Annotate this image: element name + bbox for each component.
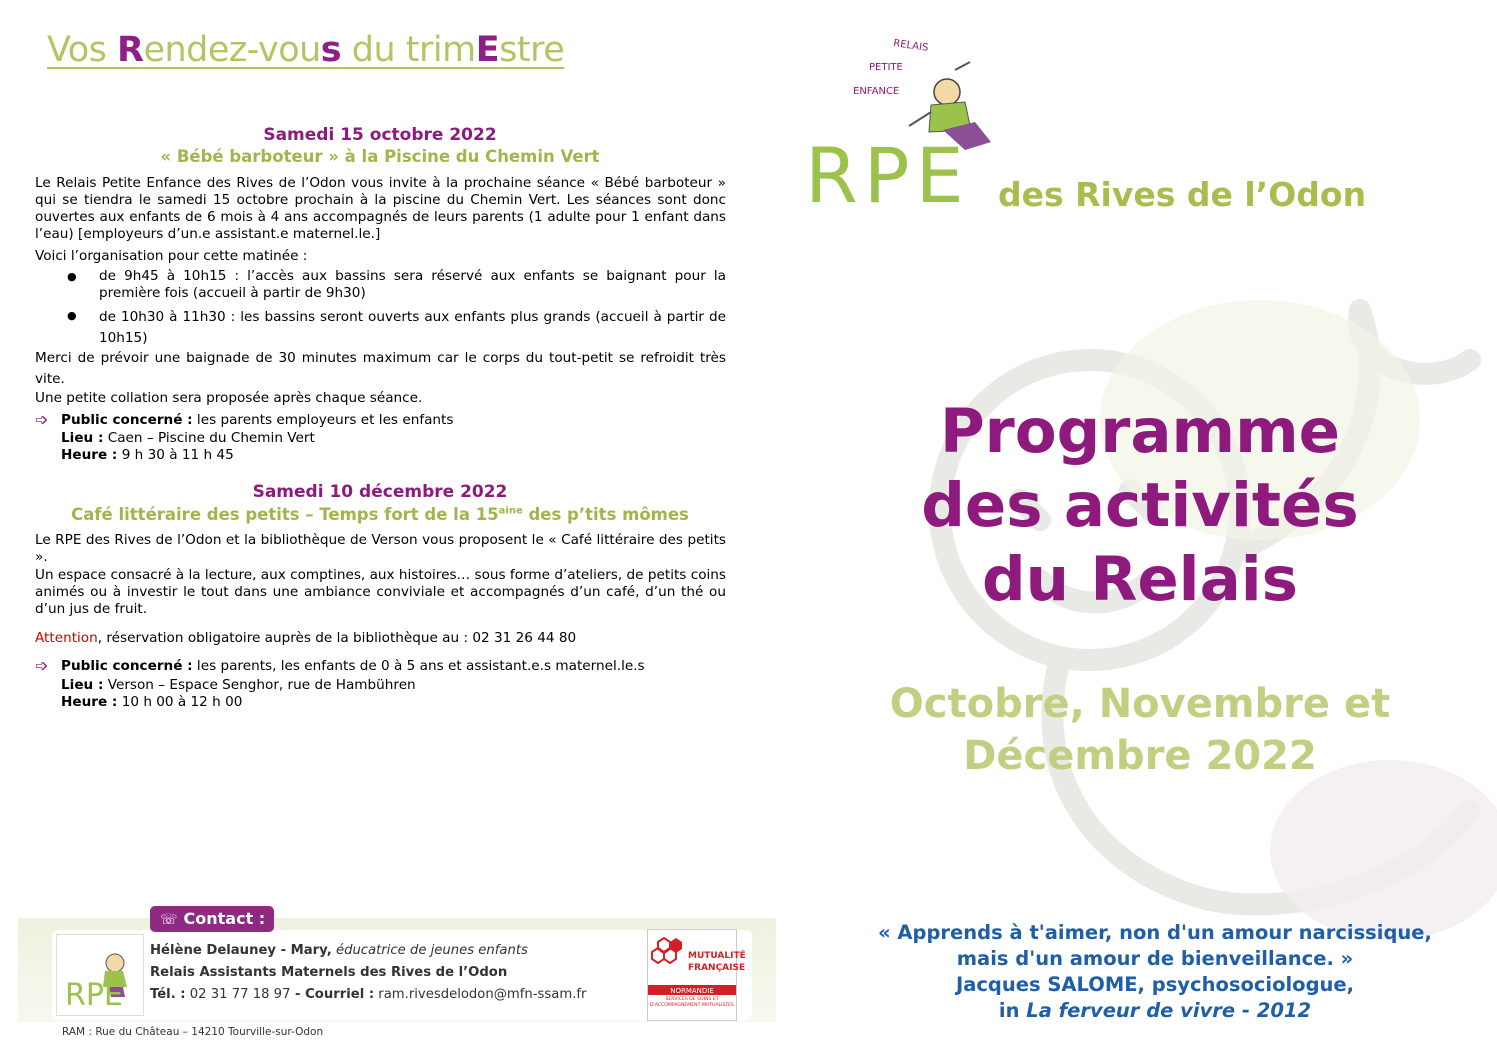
event2-subtitle: Café littéraire des petits – Temps fort de la $15^{aine}$ des p’tits mômes [71, 505, 689, 524]
rpe-subtitle: des Rives de l’Odon [998, 175, 1367, 214]
event2-intro: Le RPE des Rives de l’Odon et la bibliothèque de Verson vous proposent le « Café littéraire des petits ». [35, 532, 726, 565]
svg-text:NORMANDIE: NORMANDIE [670, 987, 714, 995]
event2-date: Samedi 10 décembre 2022 [252, 482, 508, 502]
contact-tab: ☏ Contact : [150, 906, 274, 932]
mutualite-logo [647, 929, 746, 1021]
arrow-right-icon: ➩ [35, 656, 49, 675]
event1-date: Samedi 15 octobre 2022 [263, 125, 497, 145]
event2-public: Public concerné : les parents, les enfants de 0 à 5 ans et assistant.e.s maternel.le.s [61, 658, 645, 674]
rpe-logo [805, 30, 1005, 220]
program-period: Octobre, Novembre et Décembre 2022 [889, 681, 1391, 779]
bullet-icon: ● [67, 309, 77, 322]
mutualite-tagline: SERVICES DE SOINS ET D'ACCOMPAGNEMENT MUTUALISTES [650, 997, 734, 1008]
svg-text:MUTUALITÉ: MUTUALITÉ [688, 951, 746, 961]
event1-intro: Le Relais Petite Enfance des Rives de l’Odon vous invite à la prochaine séance « Bébé barboteur » qui se tiendra le samedi 15 octobre prochain à la piscine du Chemin Vert. Les séances sont donc ouvertes aux enfants de 6 mois à 4 ans accompagnés de leurs parents (1 adulte pour 1 enfant dans l’eau) [employeurs d’un.e assistant.e maternel.le.] [35, 175, 726, 242]
event1-lieu: Lieu : Caen – Piscine du Chemin Vert [61, 430, 315, 446]
svg-text:PETITE: PETITE [869, 62, 903, 73]
bullet-icon: ● [67, 270, 77, 283]
event2-reservation: Attention, réservation obligatoire auprès de la bibliothèque au : 02 31 26 44 80 [35, 630, 577, 646]
address: RAM : Rue du Château – 14210 Tourville-sur-Odon [62, 1026, 324, 1038]
event1-merci: Merci de prévoir une baignade de 30 minutes maximum car le corps du tout-petit se refroidit très vite. [35, 350, 726, 387]
event1-collation: Une petite collation sera proposée après chaque séance. [35, 390, 423, 406]
contact-org: Relais Assistants Maternels des Rives de l’Odon [150, 965, 508, 980]
section-title: Vos Rendez-vous du trimEstre [47, 30, 565, 70]
event1-public: Public concerné : les parents employeurs et les enfants [61, 412, 454, 428]
arrow-right-icon: ➩ [35, 410, 49, 429]
svg-text:RELAIS: RELAIS [892, 38, 929, 54]
event1-heure: Heure : 9 h 30 à 11 h 45 [61, 447, 234, 463]
event2-lieu: Lieu : Verson – Espace Senghor, rue de Hambühren [61, 677, 416, 693]
event2-heure: Heure : 10 h 00 à 12 h 00 [61, 694, 243, 710]
event1-bullet1: de 9h45 à 10h15 : l’accès aux bassins sera réservé aux enfants se baignant pour la première fois (accueil à partir de 9h30) [99, 268, 726, 301]
quote: « Apprends à t'aimer, non d'un amour narcissique, mais d'un amour de bienveillance. » Jacques SALOME, psychosociologue, in La ferveur de vivre - 2012 [878, 921, 1432, 1022]
footer-rpe-logo [56, 934, 144, 1016]
event1-organisation: Voici l’organisation pour cette matinée : [35, 248, 308, 264]
svg-text:ENFANCE: ENFANCE [853, 86, 900, 97]
phone-mail-icon: ☏ [160, 912, 178, 928]
svg-text:FRANÇAISE: FRANÇAISE [688, 963, 746, 973]
event1-bullet2: de 10h30 à 11h30 : les bassins seront ouverts aux enfants plus grands (accueil à partir de 10h15) [99, 309, 726, 346]
event2-espace: Un espace consacré à la lecture, aux comptines, aux histoires… sous forme d’ateliers, de petits coins animés ou à investir le tout dans une ambiance conviviale et accompagnés d’un café, d’un thé ou d’un jus de fruit. [35, 567, 726, 617]
contact-name: Hélène Delauney - Mary, éducatrice de jeunes enfants [150, 943, 528, 958]
event1-subtitle: « Bébé barboteur » à la Piscine du Chemin Vert [160, 147, 600, 166]
program-title: Programme des activités du Relais [921, 396, 1359, 615]
footer-logo-letters: RPE [65, 978, 123, 1013]
contact-tel-mail: Tél. : 02 31 77 18 97 - Courriel : ram.rivesdelodon@mfn-ssam.fr [150, 987, 587, 1002]
logo-letters: RPE [805, 131, 970, 220]
